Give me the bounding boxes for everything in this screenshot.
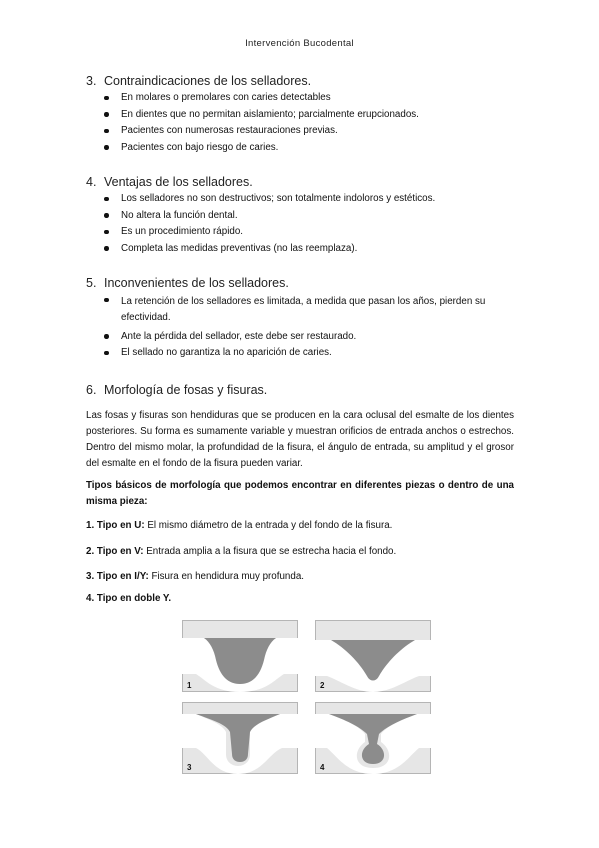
fissure-iy-diagram [182,702,298,774]
section-title: 6. Morfología de fosas y fisuras. [86,383,268,397]
page-header: Intervención Bucodental [245,38,354,49]
bullet-list [86,294,526,359]
section-title: 3. Contraindicaciones de los selladores. [86,74,312,88]
section-title: 4. Ventajas de los selladores. [86,175,253,189]
panel-label: 4 [320,763,325,772]
list-item: Pacientes con numerosas restauraciones previas. [86,125,526,137]
list-item: La retención de los selladores es limitada, a medida que pasan los años, pierden su efectividad. [86,294,526,326]
list-item: En dientes que no permitan aislamiento; parcialmente erupcionados. [86,109,526,121]
list-item: No altera la función dental. [86,210,526,222]
panel-label: 2 [320,681,325,690]
list-item: Ante la pérdida del sellador, este debe ser restaurado. [86,331,526,343]
bullet-list [86,92,526,154]
fissure-v-diagram [315,620,431,692]
morphology-paragraph: Las fosas y fisuras son hendiduras que se producen en la cara oclusal del esmalte de los dientes posteriores. Su forma es sumamente variable y muestran orificios de entrada anchos o estrechos. Dentro del mismo molar, la profundidad de la fisura, el ángulo de entrada, su amplitud y el grosor del esmalte en el fondo de la fisura pueden variar. [86,410,514,469]
list-item: Los selladores no son destructivos; son totalmente indoloros y estéticos. [86,193,526,205]
bullet-list [86,193,526,255]
section-advantages [86,174,526,259]
fissure-u-diagram [182,620,298,692]
fissure-types-figure [182,620,452,776]
type-item-u: 1. Tipo en U: El mismo diámetro de la entrada y del fondo de la fisura. [86,520,393,531]
list-item: El sellado no garantiza la no aparición de caries. [86,347,526,359]
type-item-double-y: 4. Tipo en doble Y. [86,593,172,604]
types-heading: Tipos básicos de morfología que podemos encontrar en diferentes piezas o dentro de una misma pieza: [86,480,514,507]
panel-label: 1 [187,681,192,690]
list-item: Pacientes con bajo riesgo de caries. [86,142,526,154]
section-contraindications [86,73,526,158]
section-title: 5. Inconvenientes de los selladores. [86,276,289,290]
type-item-v: 2. Tipo en V: Entrada amplia a la fisura que se estrecha hacia el fondo. [86,546,397,557]
list-item: En molares o premolares con caries detectables [86,92,526,104]
panel-label: 3 [187,763,192,772]
list-item: Es un procedimiento rápido. [86,226,526,238]
list-item: Completa las medidas preventivas (no las reemplaza). [86,243,526,255]
type-item-iy: 3. Tipo en I/Y: Fisura en hendidura muy profunda. [86,571,304,582]
fissure-double-y-diagram [315,702,431,774]
section-drawbacks [86,275,526,364]
section-morphology [86,382,526,398]
